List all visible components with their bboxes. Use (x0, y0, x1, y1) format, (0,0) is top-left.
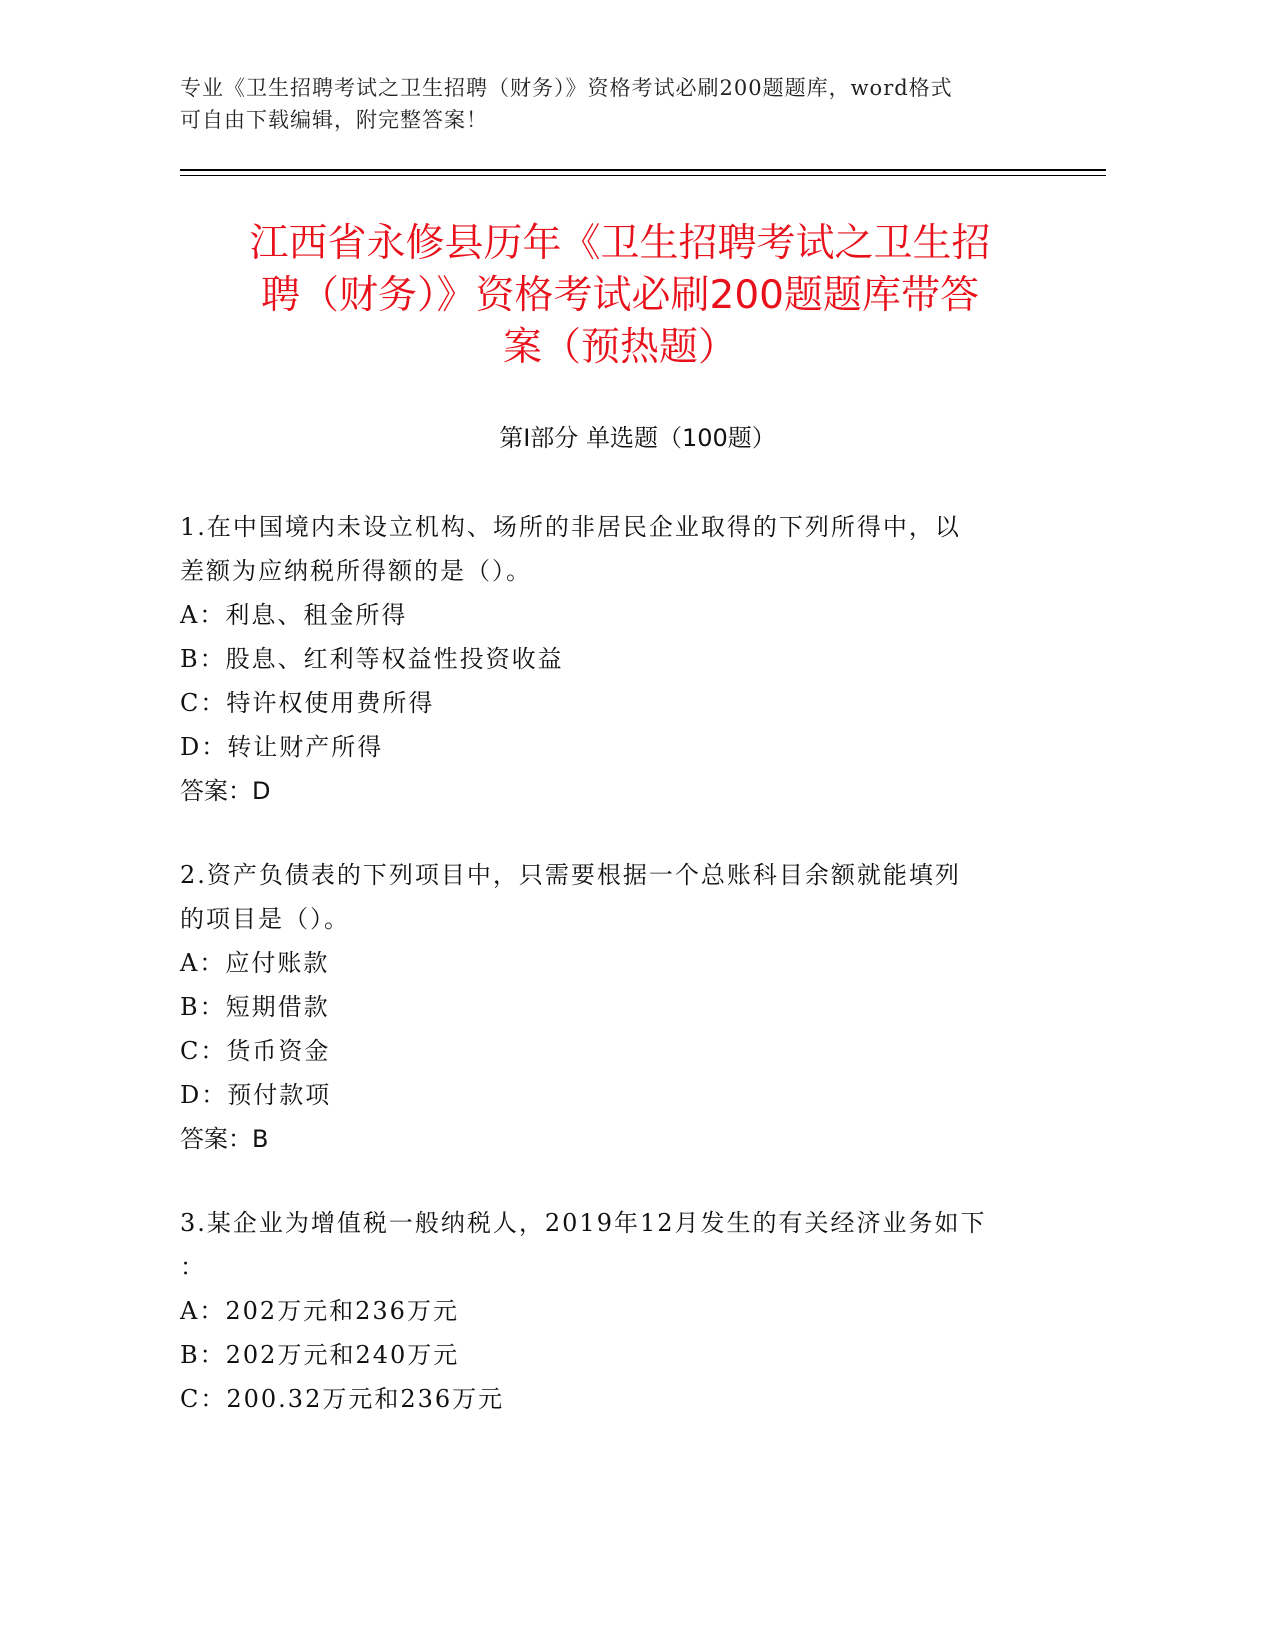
option-b: B：202万元和240万元 (180, 1341, 460, 1369)
header-divider-thin (180, 175, 1106, 176)
option-a: A：利息、租金所得 (180, 601, 408, 629)
question-2 (180, 853, 1040, 1161)
option-d: D：转让财产所得 (180, 733, 384, 761)
question-stem: 2.资产负债表的下列项目中，只需要根据一个总账科目余额就能填列 (180, 861, 961, 889)
title-line-1: 江西省永修县历年《卫生招聘考试之卫生招 (249, 221, 991, 266)
option-c: C：特许权使用费所得 (180, 689, 435, 717)
document-title (140, 218, 1100, 374)
header-line-1: 专业《卫生招聘考试之卫生招聘（财务）》资格考试必刷200题题库，word格式 (180, 76, 953, 100)
question-stem-cont: ： (180, 1253, 206, 1281)
question-stem-cont: 的项目是（）。 (180, 905, 350, 933)
question-3 (180, 1201, 1040, 1421)
header-divider-thick (180, 169, 1106, 171)
question-stem: 1.在中国境内未设立机构、场所的非居民企业取得的下列所得中，以 (180, 513, 961, 541)
title-line-3: 案（预热题） (502, 325, 737, 370)
option-b: B：股息、红利等权益性投资收益 (180, 645, 564, 673)
title-line-2: 聘（财务）》资格考试必刷200题题库带答 (261, 273, 979, 318)
header-line-2: 可自由下载编辑，附完整答案！ (180, 108, 488, 132)
option-a: A：202万元和236万元 (180, 1297, 459, 1325)
question-stem: 3.某企业为增值税一般纳税人，2019年12月发生的有关经济业务如下 (180, 1209, 987, 1237)
option-c: C：货币资金 (180, 1037, 331, 1065)
option-b: B：短期借款 (180, 993, 330, 1021)
option-a: A：应付账款 (180, 949, 330, 977)
question-stem-cont: 差额为应纳税所得额的是（）。 (180, 557, 532, 585)
question-1 (180, 505, 1040, 813)
question-list (180, 505, 1040, 1461)
answer: 答案：B (180, 1125, 269, 1153)
page-header (180, 72, 1040, 136)
section-heading: 第Ⅰ部分 单选题（100题） (499, 424, 776, 452)
option-d: D：预付款项 (180, 1081, 332, 1109)
answer: 答案：D (180, 777, 271, 805)
option-c: C：200.32万元和236万元 (180, 1385, 505, 1413)
